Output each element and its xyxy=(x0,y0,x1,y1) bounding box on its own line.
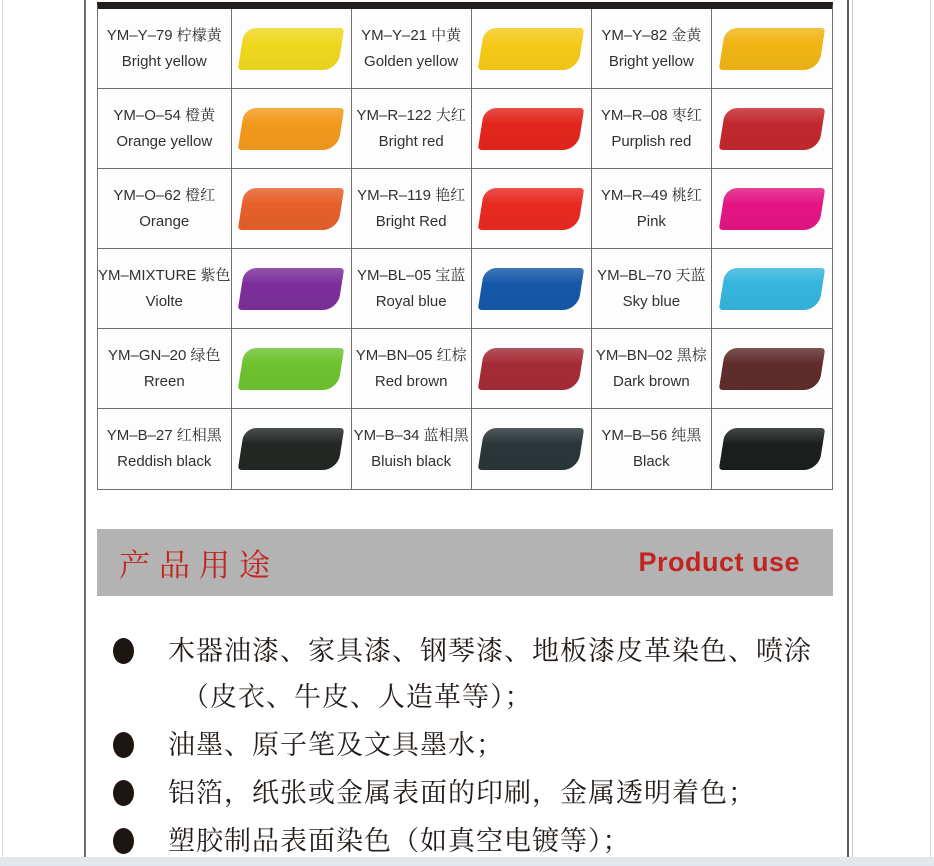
color-label-cell xyxy=(98,9,232,89)
color-swatch xyxy=(719,268,826,310)
use-line: 油墨、原子笔及文具墨水； xyxy=(168,730,504,760)
color-swatch-cell xyxy=(232,9,352,89)
bullet-icon xyxy=(113,638,134,664)
color-code: YM–R–08 枣红 xyxy=(600,106,702,124)
color-label-cell xyxy=(98,409,232,489)
color-label-cell xyxy=(352,329,472,409)
page-edge-line-right-outer xyxy=(930,0,931,866)
color-label-cell xyxy=(592,329,712,409)
use-line: 铝箔，纸张或金属表面的印刷，金属透明着色； xyxy=(168,778,756,808)
color-name-en: Dark brown xyxy=(612,372,690,390)
color-code: YM–R–119 艳红 xyxy=(357,186,466,204)
color-code: YM–BN–05 红棕 xyxy=(355,346,467,364)
color-swatch-cell xyxy=(712,329,832,409)
color-name-en: Rreen xyxy=(143,372,185,390)
color-name-en: Bright yellow xyxy=(121,52,207,70)
color-swatch xyxy=(719,428,826,470)
color-label-cell xyxy=(352,409,472,489)
color-swatch-cell xyxy=(232,329,352,409)
color-swatch xyxy=(238,108,345,150)
color-label-cell xyxy=(352,249,472,329)
color-name-en: Pink xyxy=(636,212,666,230)
color-label-cell xyxy=(98,169,232,249)
color-code: YM–O–54 橙黄 xyxy=(113,106,216,124)
section-title-zh: 产品用途 xyxy=(119,548,279,583)
color-code: YM–Y–21 中黄 xyxy=(361,26,462,44)
color-swatch-cell xyxy=(472,409,592,489)
color-swatch-cell xyxy=(472,249,592,329)
bullet-icon xyxy=(113,732,134,758)
color-swatch-cell xyxy=(472,89,592,169)
color-name-en: Bright yellow xyxy=(608,52,694,70)
color-name-en: Orange xyxy=(139,212,190,230)
color-swatch-cell xyxy=(712,169,832,249)
color-label-cell xyxy=(352,9,472,89)
color-label-cell xyxy=(98,329,232,409)
page-edge-line-left-outer xyxy=(2,0,3,866)
color-swatch-cell xyxy=(712,249,832,329)
color-swatch-cell xyxy=(712,409,832,489)
color-swatch xyxy=(238,348,345,390)
use-line: （皮衣、牛皮、人造革等）； xyxy=(182,682,533,712)
use-line: 塑胶制品表面染色（如真空电镀等）； xyxy=(168,826,631,856)
color-swatch xyxy=(719,108,826,150)
color-code: YM–Y–82 金黄 xyxy=(601,26,702,44)
page-margin-line-left xyxy=(84,0,86,866)
color-code: YM–Y–79 柠檬黄 xyxy=(106,26,222,44)
color-label-cell xyxy=(592,89,712,169)
color-label-cell xyxy=(98,249,232,329)
color-swatch-cell xyxy=(232,249,352,329)
color-swatch-cell xyxy=(232,409,352,489)
color-code: YM–R–49 桃红 xyxy=(600,186,702,204)
product-use-section-header xyxy=(97,529,833,596)
color-name-en: Royal blue xyxy=(375,292,447,310)
color-code: YM–MIXTURE 紫色 xyxy=(98,266,231,284)
use-line: 木器油漆、家具漆、钢琴漆、地板漆皮革染色、喷涂 xyxy=(168,636,812,666)
color-swatch xyxy=(719,28,826,70)
color-label-cell xyxy=(352,169,472,249)
color-swatch xyxy=(478,188,585,230)
color-swatch-cell xyxy=(232,89,352,169)
list-item xyxy=(113,628,858,720)
color-swatch xyxy=(478,108,585,150)
color-name-en: Golden yellow xyxy=(364,52,459,70)
color-code: YM–GN–20 绿色 xyxy=(107,346,221,364)
product-use-list xyxy=(113,628,858,866)
color-swatch xyxy=(238,428,345,470)
color-label-cell xyxy=(592,169,712,249)
color-swatch xyxy=(478,268,585,310)
color-code: YM–BN–02 黑棕 xyxy=(595,346,707,364)
color-swatch-cell xyxy=(712,89,832,169)
color-code: YM–B–27 红相黑 xyxy=(106,427,222,444)
color-swatch-cell xyxy=(472,329,592,409)
color-swatch-cell xyxy=(232,169,352,249)
color-swatch xyxy=(719,188,826,230)
color-name-en: Orange yellow xyxy=(116,132,213,150)
color-name-en: Bright red xyxy=(378,132,444,150)
color-swatch-cell xyxy=(472,169,592,249)
color-swatch xyxy=(238,268,345,310)
color-swatch xyxy=(238,188,345,230)
list-item xyxy=(113,818,858,864)
list-item xyxy=(113,770,858,816)
color-code: YM–B–56 纯黑 xyxy=(601,427,702,444)
color-swatch xyxy=(478,428,585,470)
bullet-icon xyxy=(113,780,134,806)
color-code: YM–O–62 橙红 xyxy=(113,186,216,204)
bullet-icon xyxy=(113,828,134,854)
color-code: YM–R–122 大红 xyxy=(356,106,466,124)
color-name-en: Purplish red xyxy=(611,132,692,150)
color-swatch xyxy=(478,28,585,70)
color-swatch xyxy=(478,348,585,390)
list-item xyxy=(113,722,858,768)
color-name-en: Bright Red xyxy=(375,212,447,230)
color-label-cell xyxy=(352,89,472,169)
color-label-cell xyxy=(592,249,712,329)
color-name-en: Violte xyxy=(145,292,183,310)
color-name-en: Red brown xyxy=(374,372,448,390)
color-swatch-cell xyxy=(472,9,592,89)
color-label-cell xyxy=(592,409,712,489)
color-swatch-table xyxy=(97,2,833,490)
color-swatch xyxy=(238,28,345,70)
color-name-en: Black xyxy=(633,453,670,470)
color-swatch xyxy=(719,348,826,390)
section-title-en: Product use xyxy=(638,547,800,577)
color-name-en: Bluish black xyxy=(371,453,452,470)
color-label-cell xyxy=(592,9,712,89)
color-code: YM–BL–05 宝蓝 xyxy=(356,266,466,284)
color-code: YM–BL–70 天蓝 xyxy=(597,266,706,284)
color-label-cell xyxy=(98,89,232,169)
color-code: YM–B–34 蓝相黑 xyxy=(353,427,469,444)
color-name-en: Sky blue xyxy=(622,292,681,310)
color-name-en: Reddish black xyxy=(117,453,212,470)
color-swatch-cell xyxy=(712,9,832,89)
